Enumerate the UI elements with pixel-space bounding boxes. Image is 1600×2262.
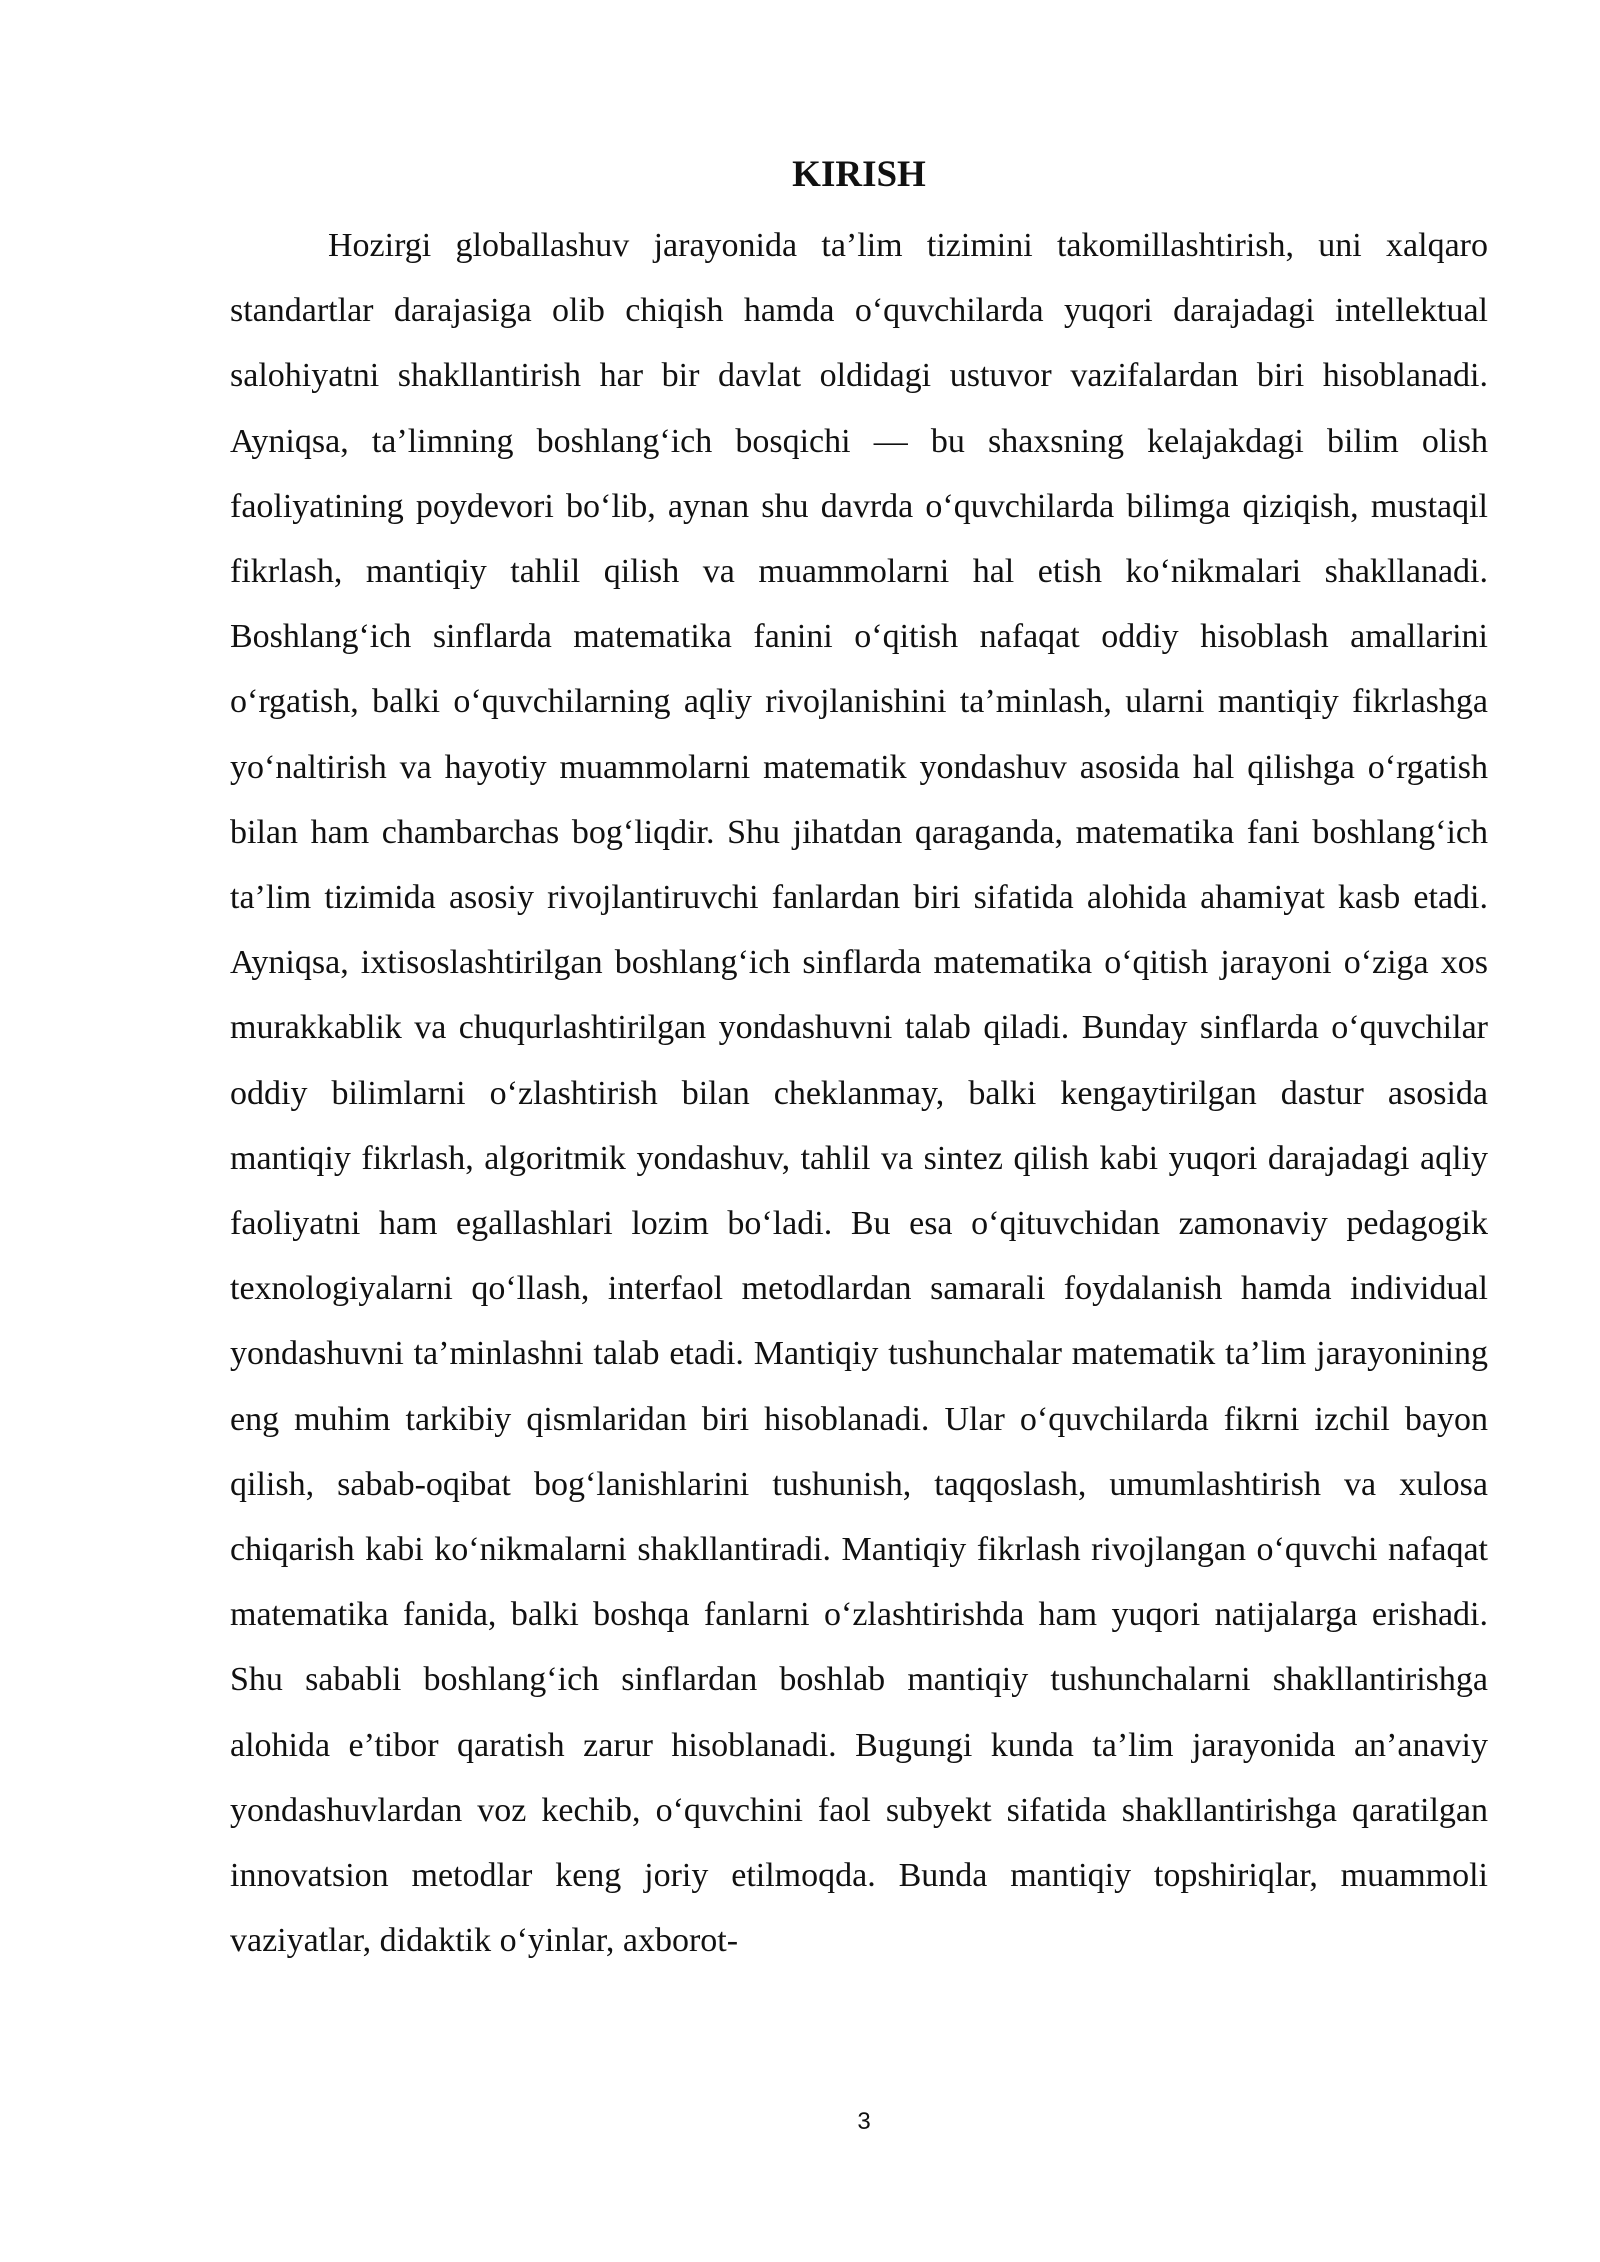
page-number: 3 — [857, 2108, 871, 2135]
body-paragraph: Hozirgi globallashuv jarayonida ta’lim tizimini takomillashtirish, uni xalqaro standartlar darajasiga olib chiqish hamda o‘quvchilarda yuqori darajadagi intellektual salohiyatni shakllantirish har bir davlat oldidagi ustuvor vazifalardan biri hisoblanadi. Ayniqsa, ta’limning boshlang‘ich bosqichi — bu shaxsning kelajakdagi bilim olish faoliyatining poydevori bo‘lib, aynan shu davrda o‘quvchilarda bilimga qiziqish, mustaqil fikrlash, mantiqiy tahlil qilish va muammolarni hal etish ko‘nikmalari shakllanadi. Boshlang‘ich sinflarda matematika fanini o‘qitish nafaqat oddiy hisoblash amallarini o‘rgatish, balki o‘quvchilarning aqliy rivojlanishini ta’minlash, ularni mantiqiy fikrlashga yo‘naltirish va hayotiy muammolarni matematik yondashuv asosida hal qilishga o‘rgatish bilan ham chambarchas bog‘liqdir. Shu jihatdan qaraganda, matematika fani boshlang‘ich ta’lim tizimida asosiy rivojlantiruvchi fanlardan biri sifatida alohida ahamiyat kasb etadi. Ayniqsa, ixtisoslashtirilgan boshlang‘ich sinflarda matematika o‘qitish jarayoni o‘ziga xos murakkablik va chuqurlashtirilgan yondashuvni talab qiladi. Bunday sinflarda o‘quvchilar oddiy bilimlarni o‘zlashtirish bilan cheklanmay, balki kengaytirilgan dastur asosida mantiqiy fikrlash, algoritmik yondashuv, tahlil va sintez qilish kabi yuqori darajadagi aqliy faoliyatni ham egallashlari lozim bo‘ladi. Bu esa o‘qituvchidan zamonaviy pedagogik texnologiyalarni qo‘llash, interfaol metodlardan samarali foydalanish hamda individual yondashuvni ta’minlashni talab etadi. Mantiqiy tushunchalar matematik ta’lim jarayonining eng muhim tarkibiy qismlaridan biri hisoblanadi. Ular o‘quvchilarda fikrni izchil bayon qilish, sabab-oqibat bog‘lanishlarini tushunish, taqqoslash, umumlashtirish va xulosa chiqarish kabi ko‘nikmalarni shakllantiradi. Mantiqiy fikrlash rivojlangan o‘quvchi nafaqat matematika fanida, balki boshqa fanlarni o‘zlashtirishda ham yuqori natijalarga erishadi. Shu sababli boshlang‘ich sinflardan boshlab mantiqiy tushunchalarni shakllantirishga alohida e’tibor qaratish zarur hisoblanadi. Bugungi kunda ta’lim jarayonida an’anaviy yondashuvlardan voz kechib, o‘quvchini faol subyekt sifatida shakllantirishga qaratilgan innovatsion metodlar keng joriy etilmoqda. Bunda mantiqiy topshiriqlar, muammoli vaziyatlar, didaktik o‘yinlar, axborot- — [230, 227, 1488, 1960]
section-heading: KIRISH — [792, 154, 926, 195]
